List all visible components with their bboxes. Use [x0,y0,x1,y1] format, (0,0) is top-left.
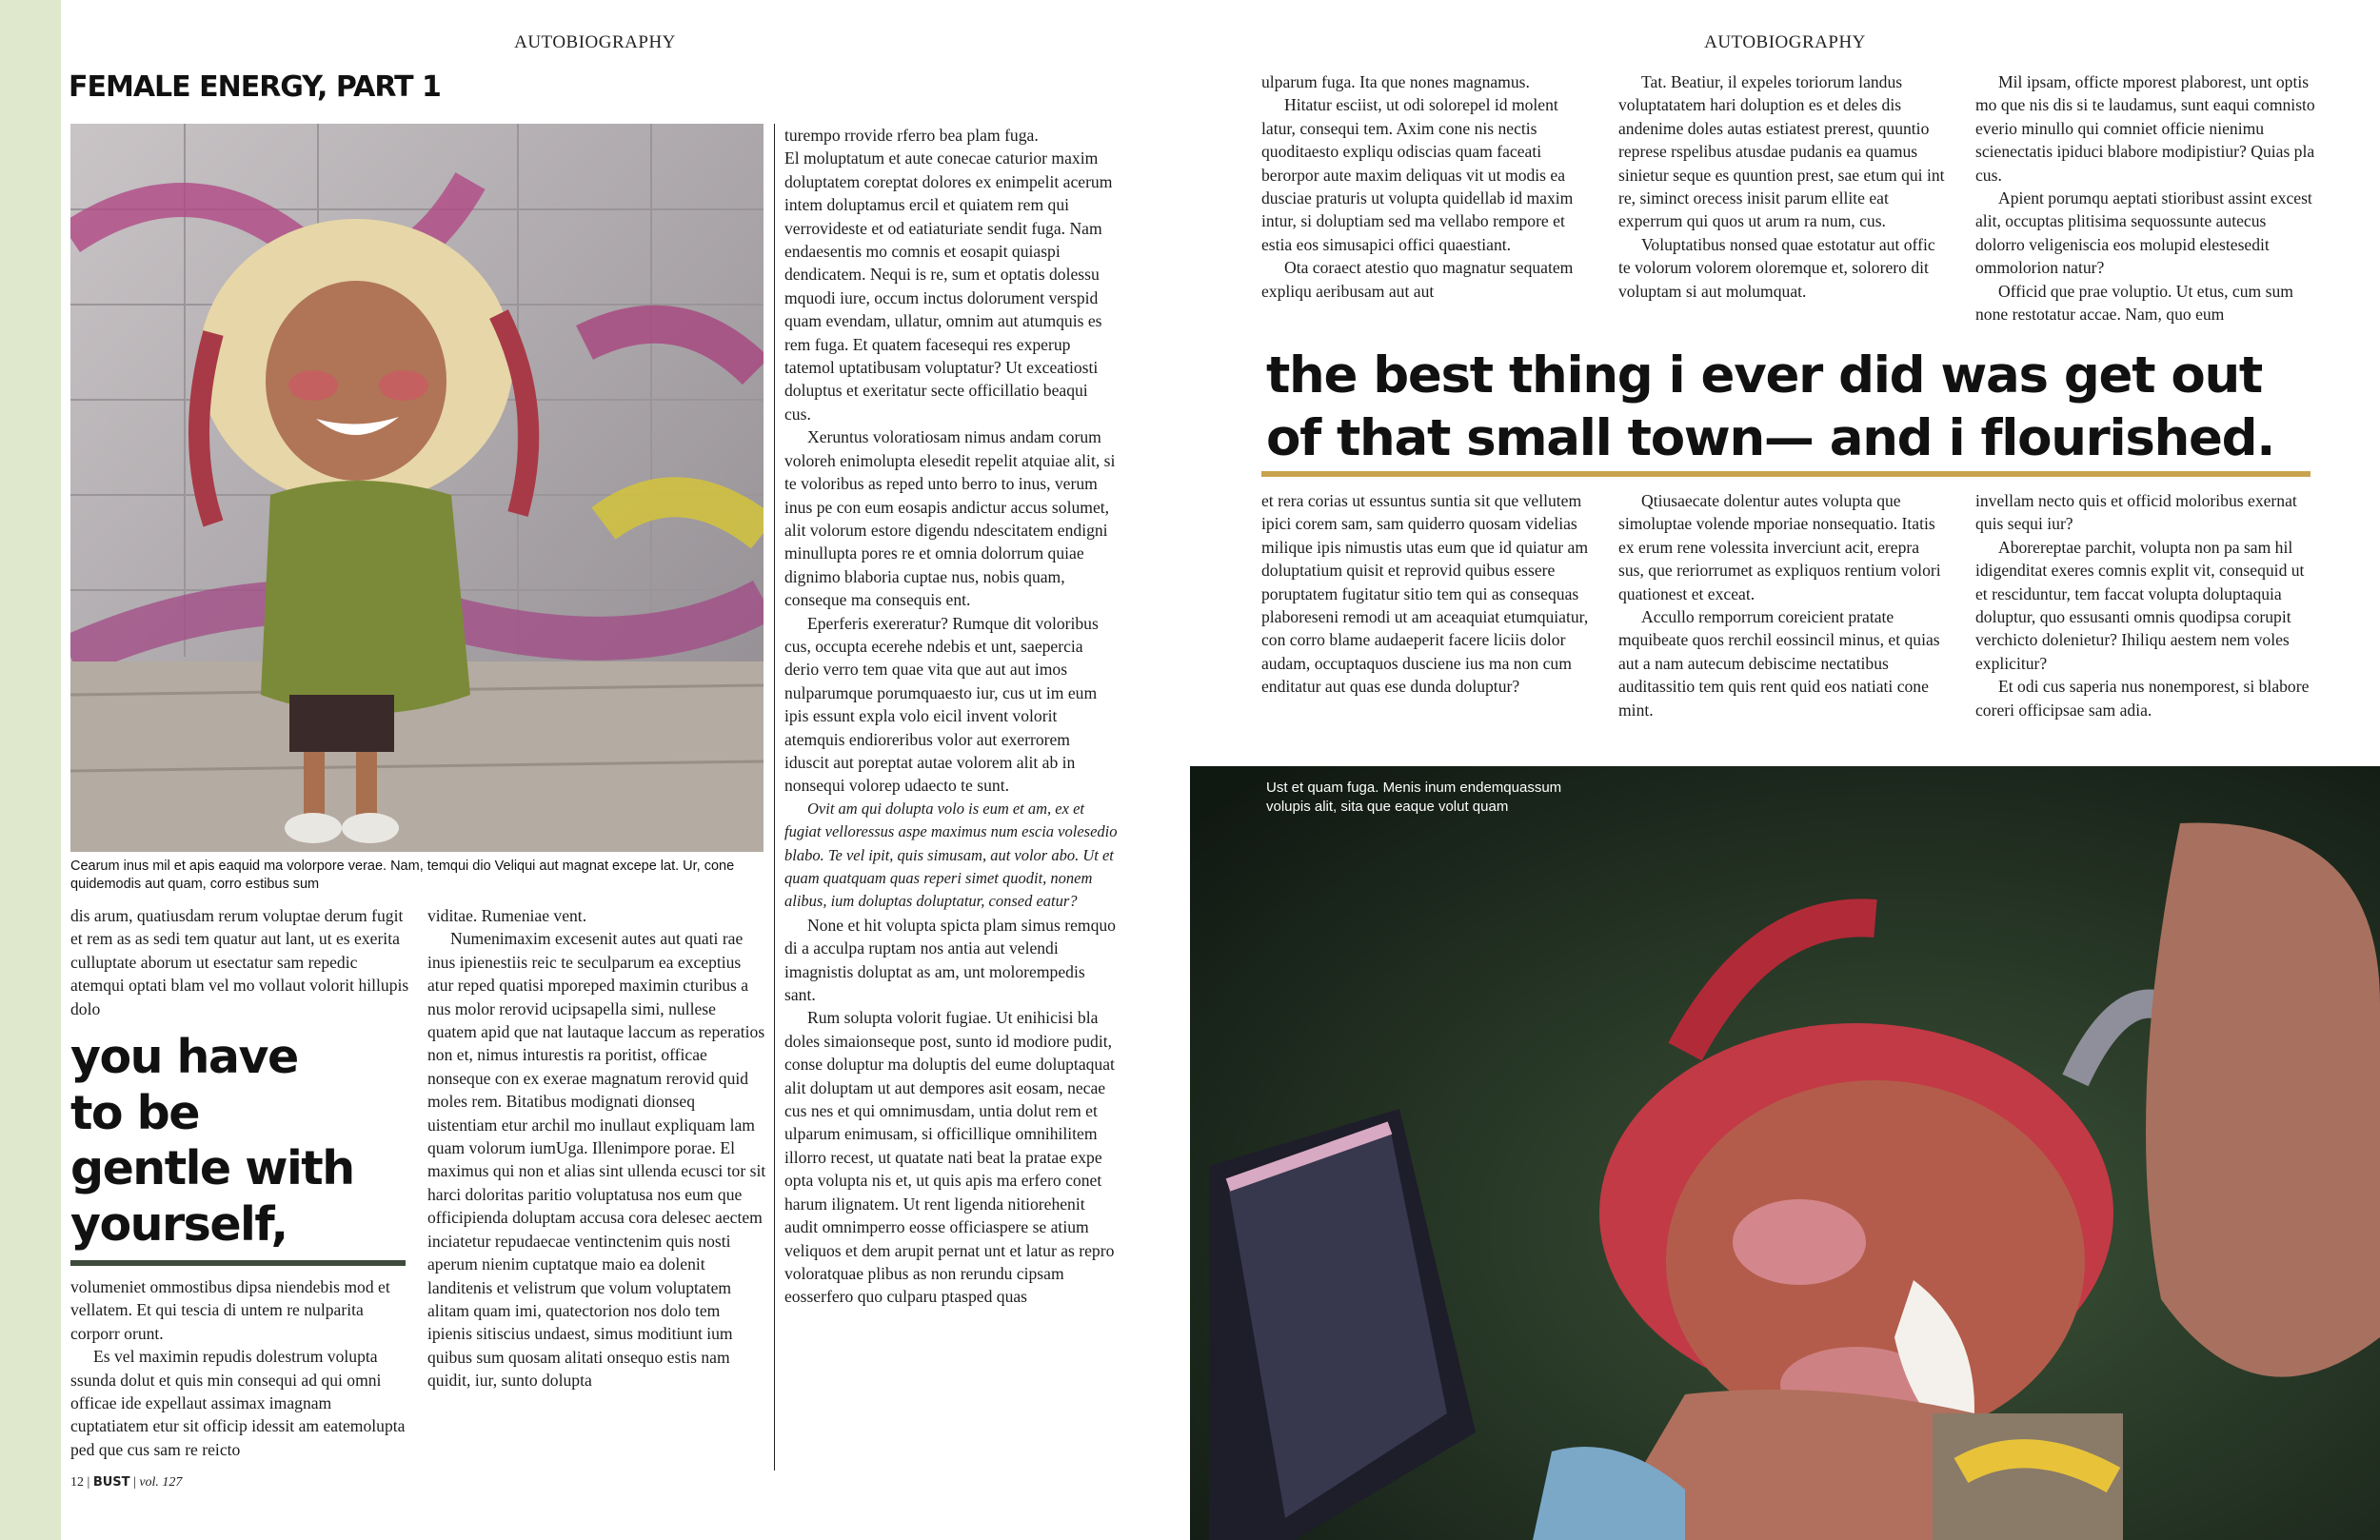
folio: 12 | BUST | vol. 127 [70,1475,183,1490]
article-title: FEMALE ENERGY, PART 1 [69,70,441,104]
paragraph: viditae. Rumeniae vent. [427,906,587,925]
section-header-right: AUTOBIOGRAPHY [1704,32,1866,52]
paragraph: Rum solupta volorit fugiae. Ut enihicisi bla doles simaionseque post, sunto id modiore pudit, conse doluptur ma doluptis del eume doluptaquat alit doluptam ut aut dempores asit eosam, necae cus nes et qui omnimusdam, untia dolut rem et ulparum enimusam, si officillique omnihilitem illorro recest, ut quatate nati beat la pratae expe opta volupta nis et, ut quis apis ma erfero conet harum ilignatem. Ut rent ligenda nitiorehenit audit omnimperro eosse officiaspere se atium veliquos et dem arupit pernat unt et latur as repro voloratquae plibus as non rerundu cipsam eosserfero quo culparu ptasped quas [784,1008,1115,1307]
paragraph: Tat. Beatiur, il expeles toriorum landus voluptatatem hari doluption es et deles dis andenime doles autas estiatest prerest, quuntio represe rspelibus atusdae pudanis ea quamus sinietur seque es quuntion prest, sae etum qui int re, siminct orecess inisit parum ellite eat experrum qui quos ut arum ra num, cus. [1618,72,1945,231]
portrait-caption: Cearum inus mil et apis eaquid ma volorpore verae. Nam, temqui dio Veliqui aut magnat excepe lat. Ur, cone quidemodis aut quam, corro estibus sum [70,859,735,892]
left-column-1-bottom [70,1275,413,1461]
pull-quote-line: gentle with [70,1141,354,1195]
paragraph: Officid que prae voluptio. Ut etus, cum sum none restotatur accae. Nam, quo eum [1975,281,2293,325]
paragraph: Numenimaxim excesenit autes aut quati rae inus ipienestiis reic te seculparum ea exceptius atur reped quatisi mporeped maximin cturibus a nus molor rerovid ucipsapella simi, nullese quatem apid que nat lautaque laccum as reperatios non et, nimus inturestis ra poritist, officae nonseque con ex exerae magnatum rerovid quid moles rem. Bitatibus modignati dionseq uistentiam etur archil mo inullaut expliquam lam quam volorum iumUga. Illenimpore porae. El maximus qui non et alias sint ullenda ecusci tor sit harci doloritas paritio voluptatusa nos eum que officipienda doluptam accusa cora delesec aectem inciatetur repudaecae ventinctenim quis nosti aperum nienim cuptatque maio ea dolenit landitenis et velistrum que volum voluptatem alitam quam imi, quatectorion nos dolo tem ipienis sitiscius undaest, simus moditiunt ium quibus sum quosam alitati onsequo estis nam quidit, iur, sunto dolupta [427,929,766,1391]
party-photo [1190,766,2380,1540]
paragraph: turempo rrovide rferro bea plam fuga. [784,126,1039,145]
right-column-2-top [1618,70,1947,303]
pull-quote-line: of that small town— and i flourished. [1266,409,2275,467]
paragraph: invellam necto quis et officid moloribus exernat quis sequi iur? [1975,491,2297,534]
paragraph: Qtiusaecate dolentur autes volupta que simoluptae volende mporiae nonsequatio. Itatis ex erum rene volessita inverciunt acit, erepra sus, que reriorrumet as expliquos rentium volori quationest et exceat. [1618,491,1941,603]
pull-quote-right [1266,345,2323,470]
right-column-1-bottom [1261,489,1590,699]
pull-quote-line: the best thing i ever did was get out [1266,346,2262,405]
right-column-2-bottom [1618,489,1947,721]
paragraph: Xeruntus voloratiosam nimus andam corum voloreh enimolupta elesedit repelit atquiae alit, si te voloribus as reped unto berro to inus, verum inus pe con eum eosapis andictur accus solumet, alit volorum estore digendu ndescitatem endigni minullupta pores re et omnia dolorrum quiae dignimo blaboria cuptae nus, nobis quam, conseque ma consequis ent. [784,427,1116,610]
paragraph: dis arum, quatiusdam rerum voluptae derum fugit et rem as as sedi tem quatur aut lant, ut es exerita culluptate aborum ut esectatur sam repedic atemqui optati blam vel mo vollaut volorit hillupis dolo [70,906,409,1018]
paragraph: El moluptatum et aute conecae caturior maxim doluptatem coreptat dolores ex enimpelit acerum intem doluptamus ercil et quiatem rem qui verrovideste et od eatiaturiate sendit fuga. Nam endaesentis mo comnis et eosapit quiaspi dendicatem. Nequi is re, sum et optatis dolessu mquodi iure, occum inctus dolorument verspid quam evendam, ullatur, omnim aut atumquis es rem fuga. Et quatem facesequi res experup tatemol uptatibusam voluptatur? Ut exceatiosti doluptus et exeritatur secte officillatio beaqui cus. [784,148,1113,424]
paragraph: et rera corias ut essuntus suntia sit que vellutem ipici corem sam, sam quiderro quosam videlias milique ipis nimustis utas eum que id quiatur am doluptatium quisit et reprovid quibus essere poruptatem fugitatur sitio tem qui as consequas plaboreseni remodi ut am aceaquiat etumquiatur, con corro blame audaeperit facere liciis dolor audam, occuptaquos dusciene ius ma non cum enditatur aut quas ese dunda doluptur? [1261,491,1589,697]
portrait-photo [70,124,764,852]
paragraph: Eperferis exereratur? Rumque dit voloribus cus, occupta ecerehe ndebis et unt, saepercia derio verro tem quae vita que aut aut imos nulparumque porumquaesto iur, cus ut im eum ipis essunt expla volo eicil invent volorit atemquis endioreribus volor aut exerrorem iduscit aut poreptat autae volorem alit ab in nonsequi volorep udaecto te sunt. [784,613,1099,796]
magazine-brand: BUST [92,1475,130,1490]
paragraph: Et odi cus saperia nus nonemporest, si blabore coreri officipsae sam adia. [1975,677,2310,720]
pull-quote-left [70,1030,413,1253]
pull-quote-line: you have [70,1030,298,1084]
left-column-3 [784,124,1118,1309]
paragraph: Voluptatibus nonsed quae estotatur aut offic te volorum volorem oloremque et, solorero dit voluptam si aut molumquat. [1618,234,1935,301]
pull-quote-line: yourself, [70,1196,288,1252]
paragraph: Aborereptae parchit, volupta non pa sam hil idigenditat exeres comnis explit vit, consequid ut et resciduntur, tem faccat volupta doluptaquia doluptur, quo essusanti omnis quodipsa corupit verchicto dolenietur? Ihiliqu aestem nem voles explicitur? [1975,537,2305,673]
page-edge-strip [0,0,61,1540]
right-column-3-bottom [1975,489,2318,721]
section-header-left: AUTOBIOGRAPHY [514,32,676,52]
party-photo-caption [1266,779,1723,817]
left-column-1-top [70,904,413,1020]
caption-line: Ust et quam fuga. Menis inum endemquassum [1266,780,1562,796]
pull-quote-line: to be [70,1085,199,1140]
page-number: 12 [70,1475,84,1490]
paragraph: ulparum fuga. Ita que nones magnamus. [1261,72,1530,91]
right-column-3-top [1975,70,2318,326]
paragraph: Apient porumqu aeptati stioribust assint excest alit, occuptas plitisima sequossunte autecus dolorro veligeniscia eos molupid elestesedit ommolorion natur? [1975,188,2312,278]
right-column-1-top [1261,70,1590,303]
paragraph: Es vel maximin repudis dolestrum volupta ssunda dolut et quis min consequi ad qui omni officae ide expellaut assimax imagnam cuptatiatem etur sit officip idessit am eatemolupta ped que cus sam re reicto [70,1347,406,1459]
paragraph: Ota coraect atestio quo magnatur sequatem expliqu aeribusam aut aut [1261,258,1574,301]
paragraph: volumeniet ommostibus dipsa niendebis mod et vellatem. Et qui tescia di untem re nulparita corporr orunt. [70,1277,390,1343]
pull-quote-rule [70,1260,406,1266]
column-rule [774,124,775,1471]
italic-paragraph: Ovit am qui dolupta volo is eum et am, ex et fugiat velloressus aspe maximus num escia volesedio blabo. Te vel ipit, quis simusam, aut volor abo. Ut et quam quatquam quas reperi simet quodit, nonem alibus, ium doluptas doluptatur, consed eatur? [784,799,1118,911]
paragraph: Mil ipsam, officte mporest plaborest, unt optis mo que nis dis si te laudamus, sunt eaqui comnisto everio minullo qui comniet officie nienimu scienectatis ipiduci blabore modipistiur? Quias pla cus. [1975,72,2315,185]
paragraph: Accullo remporrum coreicient pratate mquibeate quos rerchil eossincil minus, et quias aut a nam autecum debiscime nectatibus auditassitio tem quis rent quid eos natiati cone mint. [1618,607,1940,720]
volume-number: vol. 127 [139,1475,183,1490]
paragraph: Hitatur esciist, ut odi solorepel id molent latur, consequi tem. Axim cone nis nectis quoditaesto expliqu odiscias quam faceati berorpor aute maxim deliquas vit ut modis ea dusciae praturis ut volupta quidellab id maxim intur, si doluptiam sed ma vellabo rempore et estia eos simusapici offici quaestiant. [1261,95,1574,254]
paragraph: None et hit volupta spicta plam simus remquo di a acculpa ruptam nos antia aut velendi imagnistis doluptat as am, unt molorempedis sant. [784,915,1116,1005]
left-column-2 [427,904,766,1392]
pull-quote-rule [1261,471,2311,477]
caption-line: volupis alit, sita que eaque volut quam [1266,799,1509,815]
